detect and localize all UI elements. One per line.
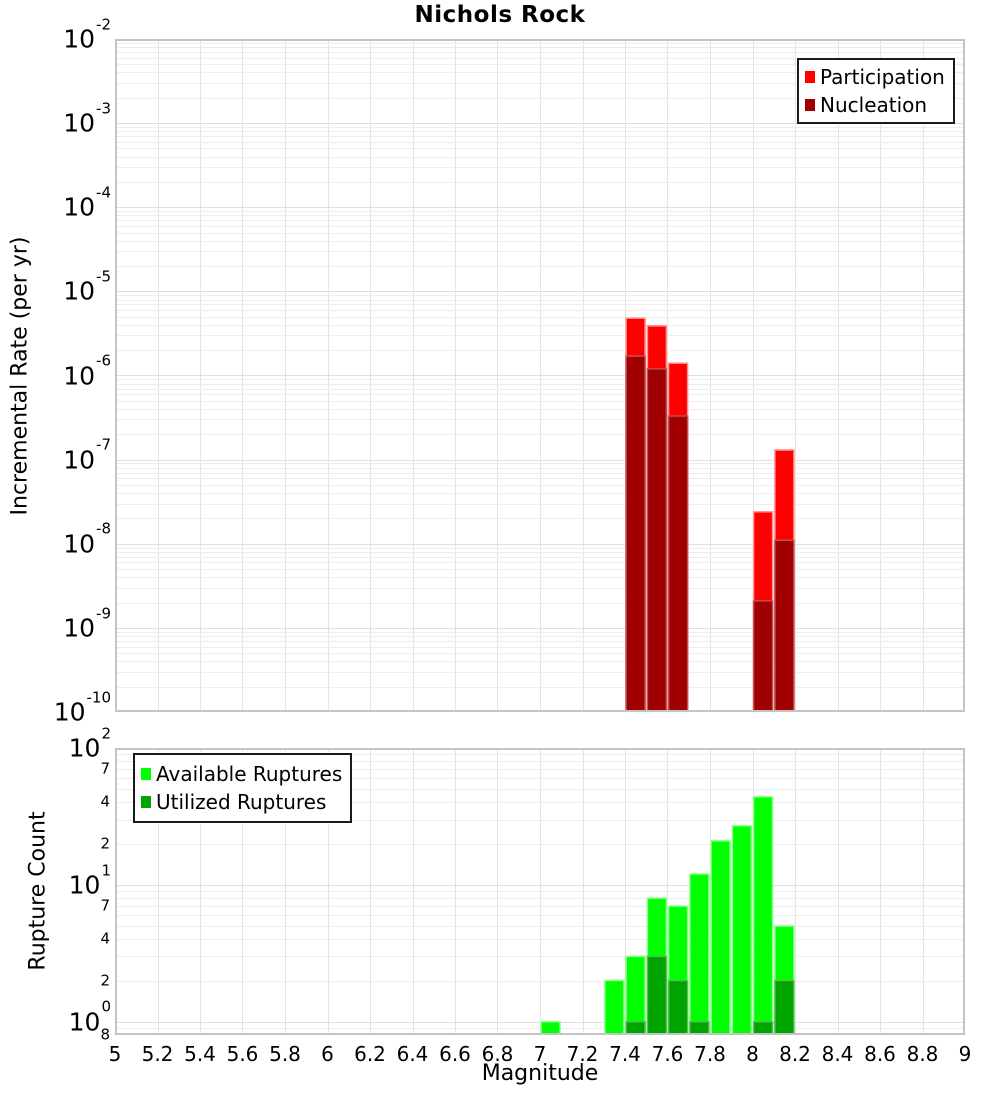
- legend-item-utilized-ruptures: [141, 788, 342, 816]
- y-tick-label: $10^0$: [68, 997, 111, 1037]
- bar-nucleation: [647, 369, 666, 712]
- y-minor-tick-label: 4: [100, 929, 110, 948]
- legend-item-available-ruptures: [141, 760, 342, 788]
- bar-available-ruptures: [732, 826, 751, 1035]
- x-tick-label: 8: [746, 1042, 759, 1066]
- y-minor-tick-label: 2: [100, 971, 110, 990]
- y-tick-label: $10^{-4}$: [63, 183, 111, 222]
- bar-nucleation: [626, 356, 645, 712]
- y-minor-tick-label: 2: [100, 834, 110, 853]
- x-tick-label: 5.4: [184, 1042, 216, 1066]
- x-tick-label: 8.2: [779, 1042, 811, 1066]
- bar-available-ruptures: [690, 874, 709, 1035]
- x-tick-label: 6: [321, 1042, 334, 1066]
- bar-available-ruptures: [605, 981, 624, 1036]
- x-tick-label: 8.8: [906, 1042, 939, 1066]
- y-minor-tick-label: 8: [100, 1025, 110, 1044]
- x-tick-label: 8.6: [864, 1042, 896, 1066]
- plot-area-incremental-rate: [115, 39, 965, 712]
- y-tick-label: $10^{-3}$: [63, 99, 111, 138]
- x-tick-label: 6.6: [439, 1042, 471, 1066]
- utilized-ruptures-swatch-icon: [141, 796, 151, 808]
- y-tick-label: $10^{-8}$: [63, 519, 111, 559]
- x-tick-label: 6.4: [396, 1042, 429, 1066]
- bar-nucleation: [669, 416, 688, 712]
- x-tick-label: 5.8: [269, 1042, 301, 1066]
- legend-item-label: Nucleation: [820, 93, 928, 117]
- bar-utilized-ruptures: [647, 956, 666, 1035]
- y-tick-label: $10^2$: [68, 724, 111, 763]
- x-tick-label: 8.4: [821, 1042, 854, 1066]
- y-tick-label: $10^{-5}$: [63, 267, 111, 306]
- x-axis-label: Magnitude: [481, 1061, 599, 1086]
- x-tick-label: 5.6: [226, 1042, 259, 1066]
- chart-title: Nichols Rock: [414, 2, 586, 28]
- x-tick-label: 7.6: [651, 1042, 684, 1066]
- x-tick-label: 7.4: [609, 1042, 641, 1066]
- y-minor-tick-label: 7: [100, 759, 110, 778]
- bar-utilized-ruptures: [775, 981, 794, 1036]
- bar-utilized-ruptures: [669, 981, 688, 1036]
- x-tick-label: 7.2: [566, 1042, 599, 1066]
- y-minor-tick-label: 4: [100, 792, 110, 811]
- x-tick-label: 6.8: [481, 1042, 514, 1066]
- x-tick-label: 7.8: [694, 1042, 726, 1066]
- legend-incremental-rate: [797, 58, 955, 124]
- gridlines: [116, 40, 964, 711]
- y-tick-label: $10^{-7}$: [63, 435, 111, 475]
- y-axis-label-rate: Incremental Rate (per yr): [7, 236, 33, 516]
- y-tick-label: $10^{-2}$: [63, 15, 111, 54]
- y-tick-label: $10^{-9}$: [63, 604, 111, 643]
- legend-rupture-count: [133, 753, 352, 823]
- available-ruptures-swatch-icon: [141, 768, 151, 780]
- y-tick-label: $10^{-6}$: [63, 351, 111, 390]
- participation-swatch-icon: [805, 71, 815, 83]
- bar-available-ruptures: [711, 841, 730, 1035]
- y-tick-label: $10^{-10}$: [53, 688, 111, 727]
- legend-item-label: Participation: [820, 65, 945, 89]
- y-minor-tick-label: 7: [100, 896, 110, 915]
- bar-available-ruptures: [754, 797, 773, 1035]
- incremental-rate-figure: [115, 39, 965, 712]
- legend-item-label: Available Ruptures: [156, 762, 343, 786]
- x-tick-label: 7: [533, 1042, 547, 1066]
- legend-item-participation: [805, 63, 945, 91]
- y-axis-label-count: Rupture Count: [25, 811, 51, 971]
- legend-item-nucleation: [805, 91, 945, 119]
- y-tick-label: $10^1$: [68, 861, 111, 900]
- x-tick-label: 9: [958, 1042, 972, 1066]
- x-tick-label: 6.2: [354, 1042, 386, 1066]
- x-tick-label: 5.2: [141, 1042, 174, 1066]
- x-tick-label: 5: [108, 1042, 122, 1066]
- bar-nucleation: [754, 601, 773, 712]
- bar-nucleation: [775, 540, 794, 712]
- nucleation-swatch-icon: [805, 99, 815, 111]
- legend-item-label: Utilized Ruptures: [156, 790, 327, 814]
